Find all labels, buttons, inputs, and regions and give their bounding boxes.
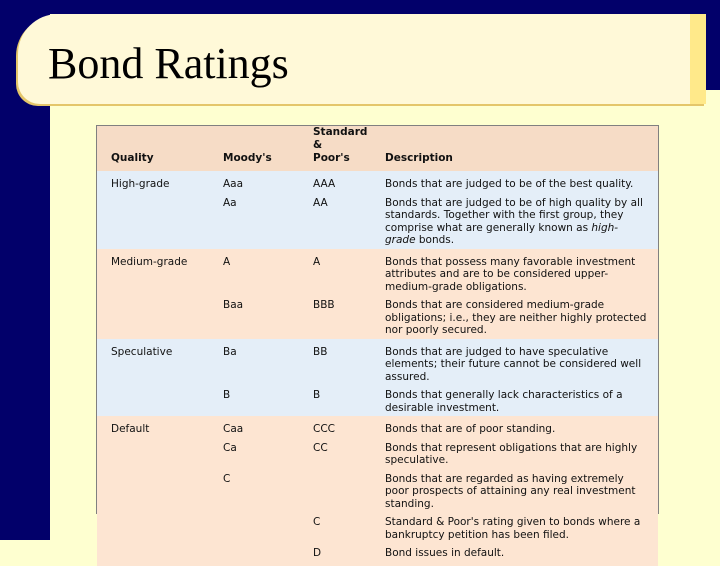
moodys-cell: B <box>209 385 299 416</box>
table-header-row <box>97 126 658 171</box>
description-cell: Bonds that are judged to have speculative elements; their future cannot be considered well assured. <box>379 339 658 386</box>
table-row <box>97 171 658 193</box>
table-row <box>97 249 658 296</box>
moodys-cell: Ca <box>209 438 299 469</box>
quality-cell: Speculative <box>97 339 209 386</box>
quality-cell <box>97 512 209 543</box>
group-speculative <box>97 339 658 417</box>
description-cell: Bond issues in default. <box>379 543 658 566</box>
sp-cell: BB <box>299 339 379 386</box>
description-text: Bonds that are judged to be of high quality by all standards. Together with the first group, they comprise what are generally known as <box>385 196 643 234</box>
description-cell <box>379 193 658 249</box>
table-row <box>97 543 658 566</box>
top-border-band <box>0 0 720 14</box>
description-cell: Bonds that possess many favorable investment attributes and are to be considered upper-medium-grade obligations. <box>379 249 658 296</box>
title-banner <box>18 14 706 104</box>
sp-cell: C <box>299 512 379 543</box>
sp-cell <box>299 469 379 513</box>
slide-title: Bond Ratings <box>48 39 289 88</box>
header-sp-line1: Standard & <box>313 126 368 151</box>
header-description: Description <box>379 126 658 171</box>
description-cell: Bonds that are considered medium-grade obligations; i.e., they are neither highly protected nor poorly secured. <box>379 295 658 339</box>
moodys-cell: Aaa <box>209 171 299 193</box>
title-banner-accent <box>690 14 706 104</box>
header-moodys: Moody's <box>209 126 299 171</box>
sp-cell: B <box>299 385 379 416</box>
description-cell: Bonds that are regarded as having extremely poor prospects of attaining any real investment standing. <box>379 469 658 513</box>
sp-cell: A <box>299 249 379 296</box>
moodys-cell: Caa <box>209 416 299 438</box>
moodys-cell: Ba <box>209 339 299 386</box>
table-row <box>97 416 658 438</box>
moodys-cell <box>209 512 299 543</box>
table-row <box>97 193 658 249</box>
header-standard-poors <box>299 126 379 171</box>
sp-cell: CC <box>299 438 379 469</box>
sp-cell: CCC <box>299 416 379 438</box>
quality-cell <box>97 543 209 566</box>
moodys-cell: Aa <box>209 193 299 249</box>
quality-cell: Default <box>97 416 209 438</box>
moodys-cell: A <box>209 249 299 296</box>
quality-cell <box>97 469 209 513</box>
table-row <box>97 339 658 386</box>
description-emphasis: high-grade <box>385 221 619 246</box>
description-cell: Bonds that are judged to be of the best quality. <box>379 171 658 193</box>
description-cell: Standard & Poor's rating given to bonds where a bankruptcy petition has been filed. <box>379 512 658 543</box>
table-row <box>97 295 658 339</box>
sp-cell: BBB <box>299 295 379 339</box>
header-quality: Quality <box>97 126 209 171</box>
table-row <box>97 385 658 416</box>
description-cell: Bonds that represent obligations that are highly speculative. <box>379 438 658 469</box>
bond-ratings-table-container <box>96 125 659 559</box>
description-cell: Bonds that generally lack characteristics of a desirable investment. <box>379 385 658 416</box>
table-row <box>97 512 658 543</box>
sp-cell: D <box>299 543 379 566</box>
quality-cell <box>97 295 209 339</box>
group-default <box>97 416 658 566</box>
quality-cell <box>97 385 209 416</box>
bond-ratings-table <box>97 126 658 566</box>
right-border-band <box>706 0 720 90</box>
table-row <box>97 469 658 513</box>
table-row <box>97 438 658 469</box>
group-medium-grade <box>97 249 658 339</box>
sp-cell: AAA <box>299 171 379 193</box>
group-high-grade <box>97 171 658 249</box>
header-sp-line2: Poor's <box>313 152 350 164</box>
description-text-end: bonds. <box>415 234 455 246</box>
description-cell: Bonds that are of poor standing. <box>379 416 658 438</box>
moodys-cell <box>209 543 299 566</box>
quality-cell: Medium-grade <box>97 249 209 296</box>
quality-cell <box>97 438 209 469</box>
quality-cell <box>97 193 209 249</box>
moodys-cell: C <box>209 469 299 513</box>
sp-cell: AA <box>299 193 379 249</box>
moodys-cell: Baa <box>209 295 299 339</box>
quality-cell: High-grade <box>97 171 209 193</box>
